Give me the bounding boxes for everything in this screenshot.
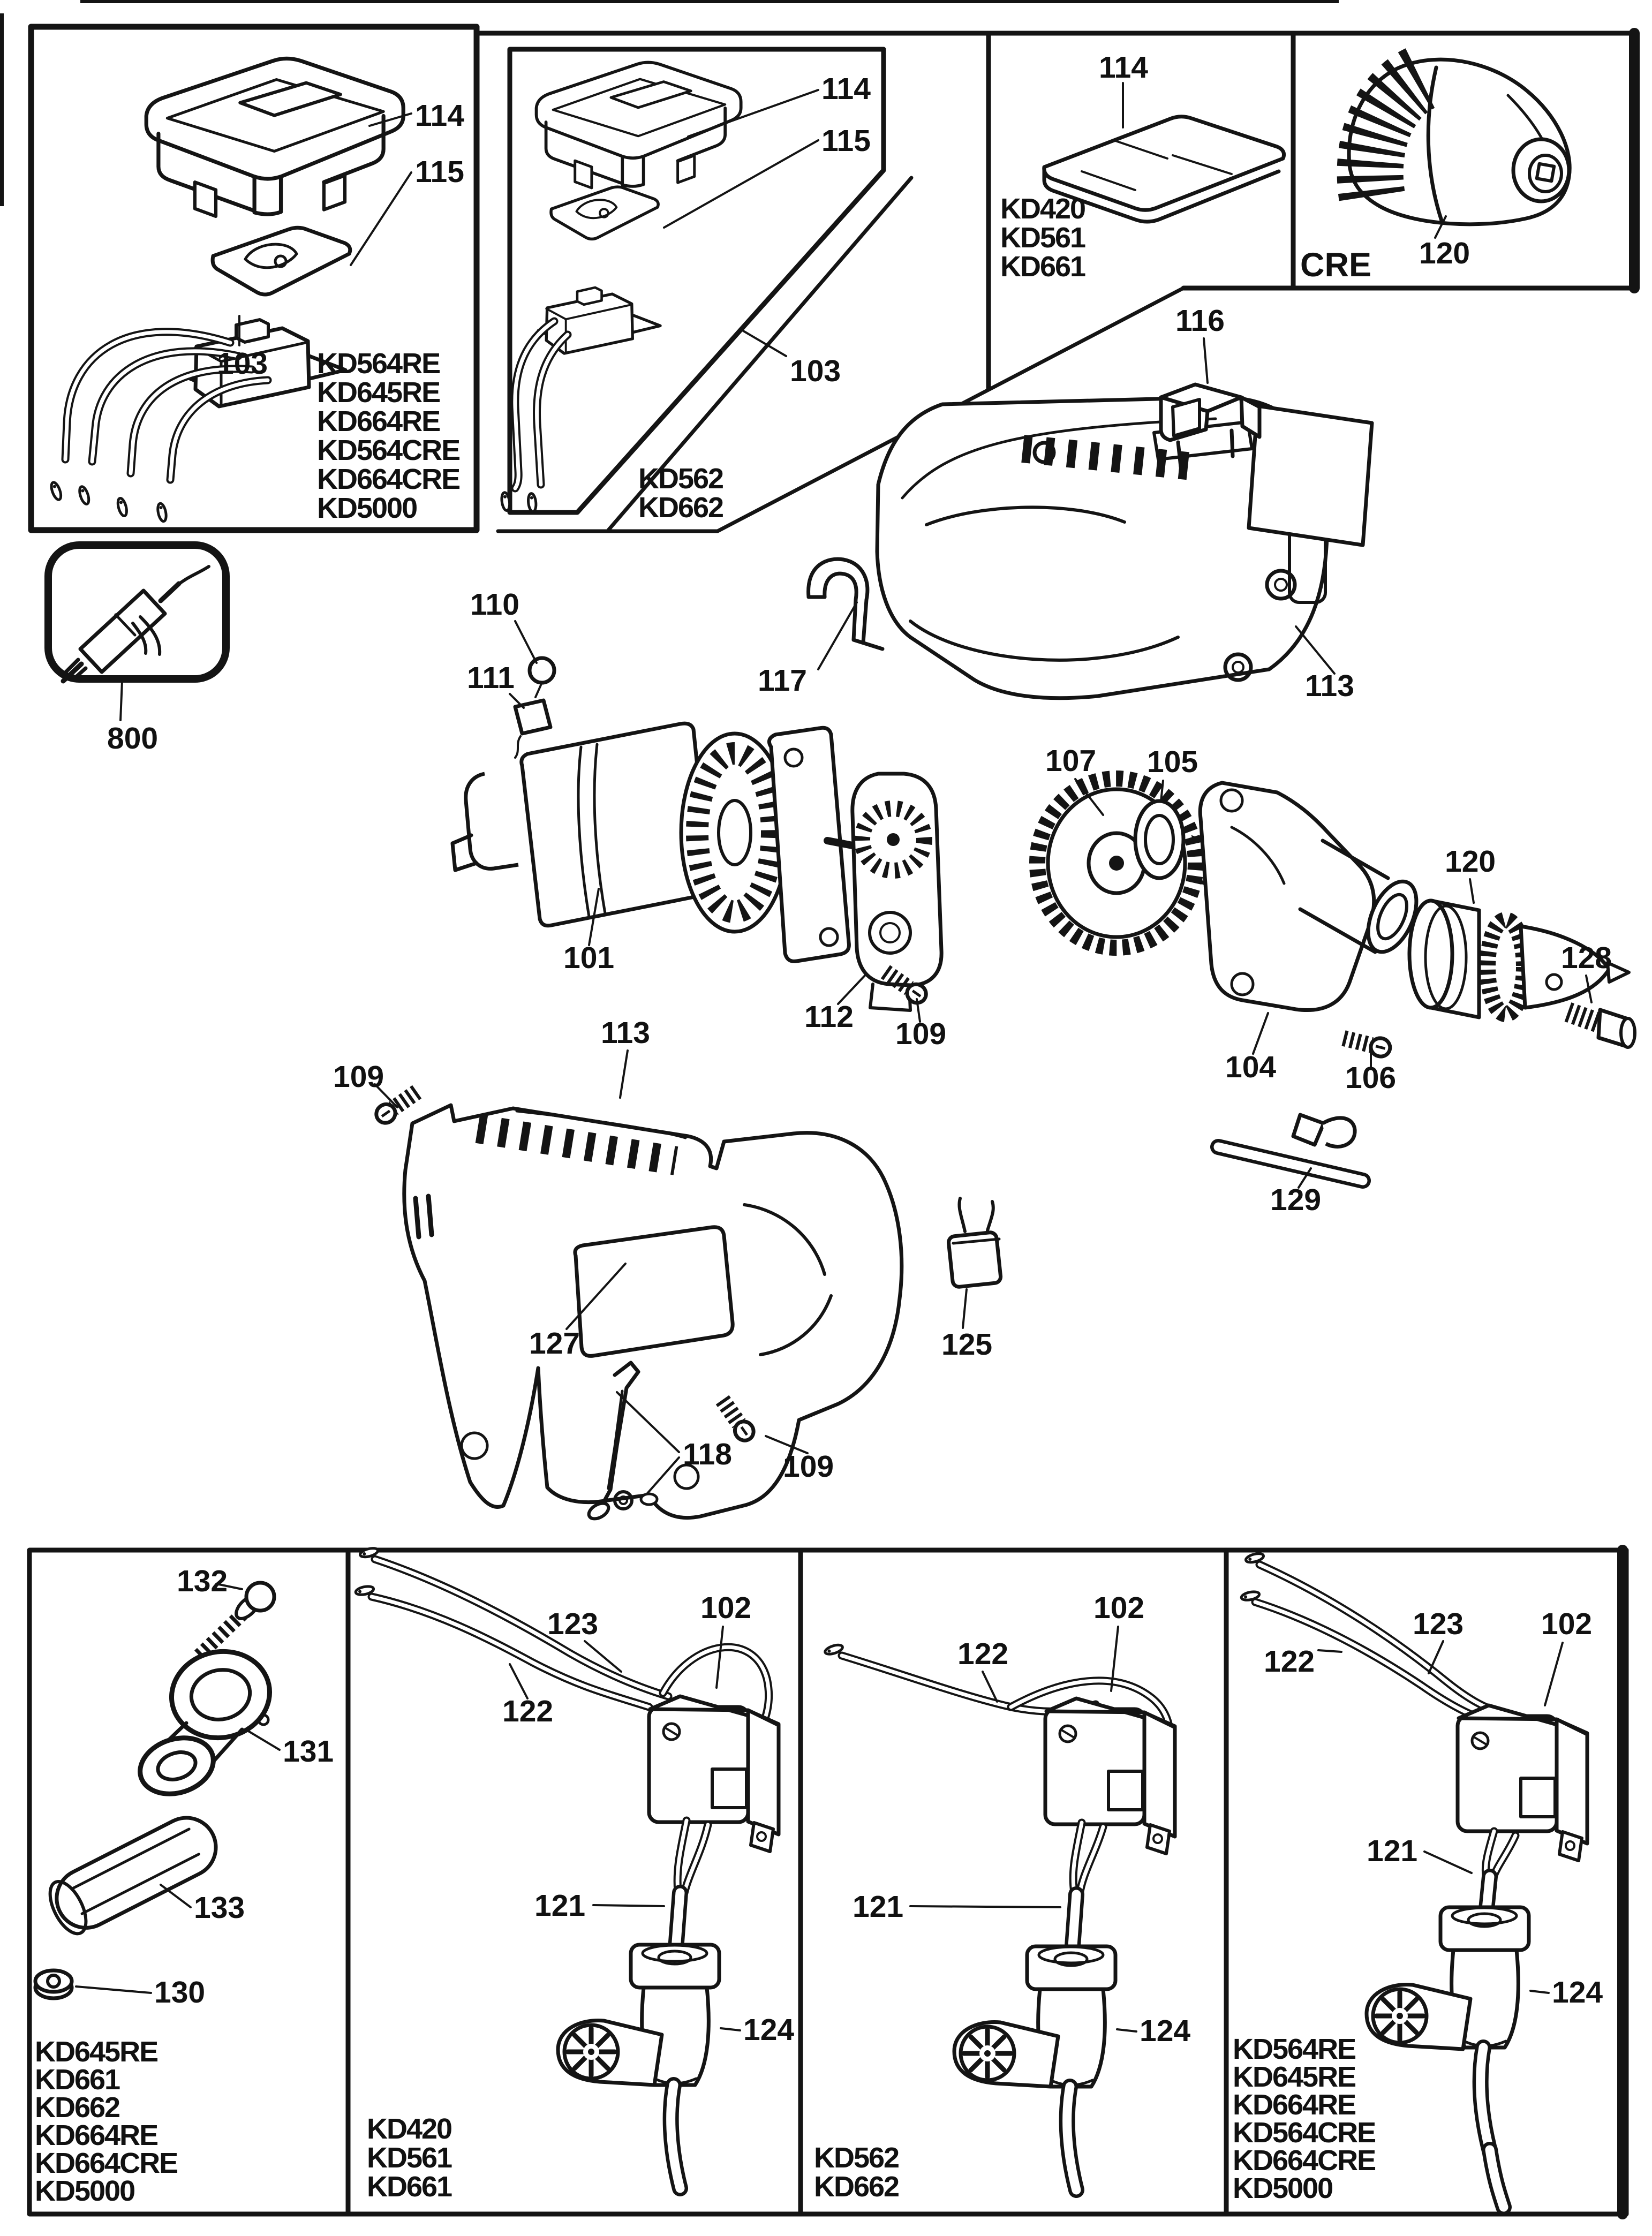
part-102-switch-drawing <box>1045 1698 1175 1854</box>
callout-129-chuck-key: 129 <box>1270 1183 1322 1217</box>
callout-121-cable: 121 <box>853 1890 904 1924</box>
panel-side-handle-kit <box>35 1564 334 2207</box>
panel-brush-cover-kit <box>1000 50 1284 283</box>
model-list-cord-kit-b <box>814 2142 899 2203</box>
leader-102 <box>716 1627 723 1688</box>
model-item: KD420 <box>1000 193 1085 225</box>
callout-122-lead-wire: 122 <box>502 1694 554 1728</box>
leader-110 <box>515 621 537 663</box>
callout-121-cable: 121 <box>534 1888 586 1923</box>
callout-113-housing: 113 <box>601 1016 650 1050</box>
callout-102-switch: 102 <box>700 1591 752 1625</box>
part-112-bearing-plate-drawing <box>853 774 941 1010</box>
model-list-cord-kit-c <box>1233 2033 1375 2204</box>
model-item: KD661 <box>35 2064 120 2096</box>
model-item: KD664CRE <box>317 463 460 495</box>
model-item: KD664RE <box>1233 2089 1356 2121</box>
leader-103 <box>743 331 786 356</box>
leader-120-main <box>1470 879 1474 903</box>
leader-800 <box>120 681 122 720</box>
callout-122-lead-wire: 122 <box>1264 1644 1315 1679</box>
part-105-washer-drawing <box>1135 801 1183 878</box>
callout-132-bolt: 132 <box>177 1564 228 1598</box>
model-item: KD645RE <box>35 2036 158 2068</box>
model-item: KD5000 <box>317 492 417 524</box>
leader-116 <box>1204 338 1208 383</box>
bottom-section <box>29 1546 1626 2214</box>
part-102-switch-drawing <box>1458 1705 1587 1861</box>
model-item: KD564CRE <box>1233 2117 1376 2149</box>
leader-115 <box>351 172 411 265</box>
model-item: KD420 <box>367 2113 452 2145</box>
leader-124 <box>721 2028 740 2030</box>
callout-130-nut: 130 <box>154 1975 206 2010</box>
part-129-chuck-key-drawing <box>1218 1115 1363 1181</box>
model-item: KD562 <box>638 463 723 495</box>
callout-125-capacitor: 125 <box>941 1327 993 1362</box>
leader-104 <box>1253 1013 1268 1054</box>
model-item: KD645RE <box>1233 2061 1356 2093</box>
leader-124 <box>1530 1991 1549 1993</box>
part-130-nut-drawing <box>35 1970 72 1998</box>
part-106-screw-drawing <box>1341 1029 1392 1059</box>
part-120-chuck-sleeve-drawing <box>1349 59 1570 224</box>
part-124-cord-clamp-drawing <box>558 2020 662 2085</box>
model-item: KD561 <box>1000 222 1085 254</box>
model-item: KD664RE <box>317 405 440 437</box>
part-103-switch-assembly-drawing <box>501 288 660 512</box>
part-115-plate-drawing <box>551 187 658 239</box>
callout-133-grip: 133 <box>194 1891 245 1925</box>
model-item: KD661 <box>367 2171 452 2203</box>
part-104-gear-case-drawing <box>1200 783 1426 1010</box>
callout-109-screw: 109 <box>333 1060 384 1094</box>
callout-124-cord-protector: 124 <box>1552 1975 1603 2010</box>
part-117-hook-drawing <box>809 559 882 649</box>
part-115-plate-drawing <box>213 228 350 294</box>
callout-102-switch: 102 <box>1093 1591 1145 1625</box>
callout-117-hook: 117 <box>758 663 807 698</box>
callout-131-clamp: 131 <box>283 1734 334 1769</box>
callout-124-cord-protector: 124 <box>1140 2014 1191 2048</box>
panel-cord-kit-c <box>1233 1552 1603 2207</box>
callout-115-plate: 115 <box>821 124 871 158</box>
part-101-motor-armature-drawing <box>452 723 917 961</box>
callout-115-plate: 115 <box>415 155 464 189</box>
leader-121 <box>593 1905 664 1906</box>
model-item: KD662 <box>814 2171 899 2203</box>
model-item: KD564RE <box>317 348 440 380</box>
leader-102 <box>1545 1643 1563 1705</box>
callout-120-chuck: 120 <box>1445 844 1496 879</box>
part-110-brush-cap-drawing <box>530 658 554 697</box>
part-124-cord-clamp-drawing <box>1367 1984 1470 2049</box>
callout-112-bearing-plate: 112 <box>804 1000 854 1034</box>
callout-114-switch-cover: 114 <box>415 99 464 133</box>
panel-cre-chuck <box>1300 59 1570 284</box>
callout-113-housing: 113 <box>1305 669 1354 703</box>
model-item: KD5000 <box>1233 2172 1333 2204</box>
callout-103-switch-assembly: 103 <box>790 354 841 388</box>
part-114-switch-cover-drawing <box>146 58 403 216</box>
part-102-switch-drawing <box>649 1696 779 1852</box>
model-item: KD662 <box>35 2091 120 2124</box>
model-item: KD564RE <box>1233 2033 1356 2065</box>
callout-120-chuck: 120 <box>1419 236 1470 270</box>
callout-114-cover-pad: 114 <box>1099 50 1148 85</box>
part-125-capacitor-drawing <box>948 1198 1001 1287</box>
callout-124-cord-protector: 124 <box>743 2013 795 2047</box>
model-item: KD661 <box>1000 251 1085 283</box>
model-item: KD562 <box>814 2142 899 2174</box>
blank-spec-label <box>1249 406 1372 545</box>
callout-121-cable: 121 <box>1367 1834 1418 1868</box>
model-item: KD664CRE <box>1233 2144 1376 2177</box>
callout-118-lever: 118 <box>683 1437 732 1471</box>
leader-122 <box>510 1664 527 1698</box>
leader-130 <box>76 1986 151 1993</box>
callout-106-screw: 106 <box>1345 1061 1397 1095</box>
callout-122-lead-wire: 122 <box>957 1637 1009 1671</box>
callout-128-screw: 128 <box>1561 941 1612 975</box>
callout-103-switch-assembly: 103 <box>217 346 268 381</box>
model-item: KD664RE <box>35 2119 158 2151</box>
panel-cord-kit-a <box>355 1546 795 2203</box>
leader-122 <box>1318 1650 1341 1652</box>
leader-131 <box>247 1731 280 1750</box>
part-114-switch-cover-drawing <box>537 62 741 188</box>
model-item: KD5000 <box>35 2175 135 2207</box>
callout-114-switch-cover: 114 <box>821 72 871 106</box>
leader-124 <box>1117 2029 1136 2031</box>
panel-lubricant-800 <box>48 545 226 756</box>
model-item: KD564CRE <box>317 434 460 466</box>
callout-107-gear: 107 <box>1045 744 1097 778</box>
callout-127-housing-window: 127 <box>529 1326 580 1361</box>
model-item: KD561 <box>367 2142 452 2174</box>
callout-102-switch: 102 <box>1541 1607 1593 1641</box>
callout-109-screw: 109 <box>895 1017 947 1051</box>
model-item: KD645RE <box>317 376 440 409</box>
panel-cord-kit-b <box>814 1591 1190 2203</box>
model-list-side-handle-kit <box>35 2036 177 2207</box>
part-124-cord-clamp-drawing <box>954 2022 1058 2087</box>
model-list-cord-kit-a <box>367 2113 452 2203</box>
leader-121 <box>910 1906 1060 1907</box>
callout-105-washer: 105 <box>1147 745 1198 779</box>
leader-113-lower <box>620 1051 628 1098</box>
leader-113-upper <box>1296 626 1334 674</box>
callout-110-brush-cap: 110 <box>470 587 519 622</box>
callout-116-lock-button: 116 <box>1175 304 1225 338</box>
callout-800-lubricant: 800 <box>107 721 159 756</box>
leader-133 <box>161 1885 191 1907</box>
callout-104-gear-case: 104 <box>1225 1050 1277 1084</box>
model-item: KD662 <box>638 492 723 524</box>
leader-121 <box>1424 1852 1472 1873</box>
callout-123-lead-wire: 123 <box>547 1607 599 1641</box>
leader-117 <box>818 602 857 669</box>
leader-115 <box>664 140 818 228</box>
model-item: KD664CRE <box>35 2147 178 2179</box>
panel-switch-kit-small <box>501 49 884 524</box>
label-cre: CRE <box>1300 246 1372 284</box>
callout-123-lead-wire: 123 <box>1413 1607 1464 1641</box>
part-800-grease-applicator-drawing <box>63 566 209 681</box>
part-131-handle-clamp-drawing <box>133 1643 278 1803</box>
model-list-switch-kit-large <box>317 348 459 524</box>
callout-111-carbon-brush: 111 <box>467 661 515 695</box>
callout-109-screw: 109 <box>783 1449 834 1484</box>
part-103-switch-assembly-drawing <box>49 320 345 522</box>
panel-switch-kit-large <box>31 27 477 530</box>
leader-125 <box>963 1289 967 1328</box>
callout-101-motor: 101 <box>563 941 615 975</box>
main-exploded-view <box>333 304 1635 1522</box>
part-128-screw-drawing <box>1568 1010 1635 1047</box>
